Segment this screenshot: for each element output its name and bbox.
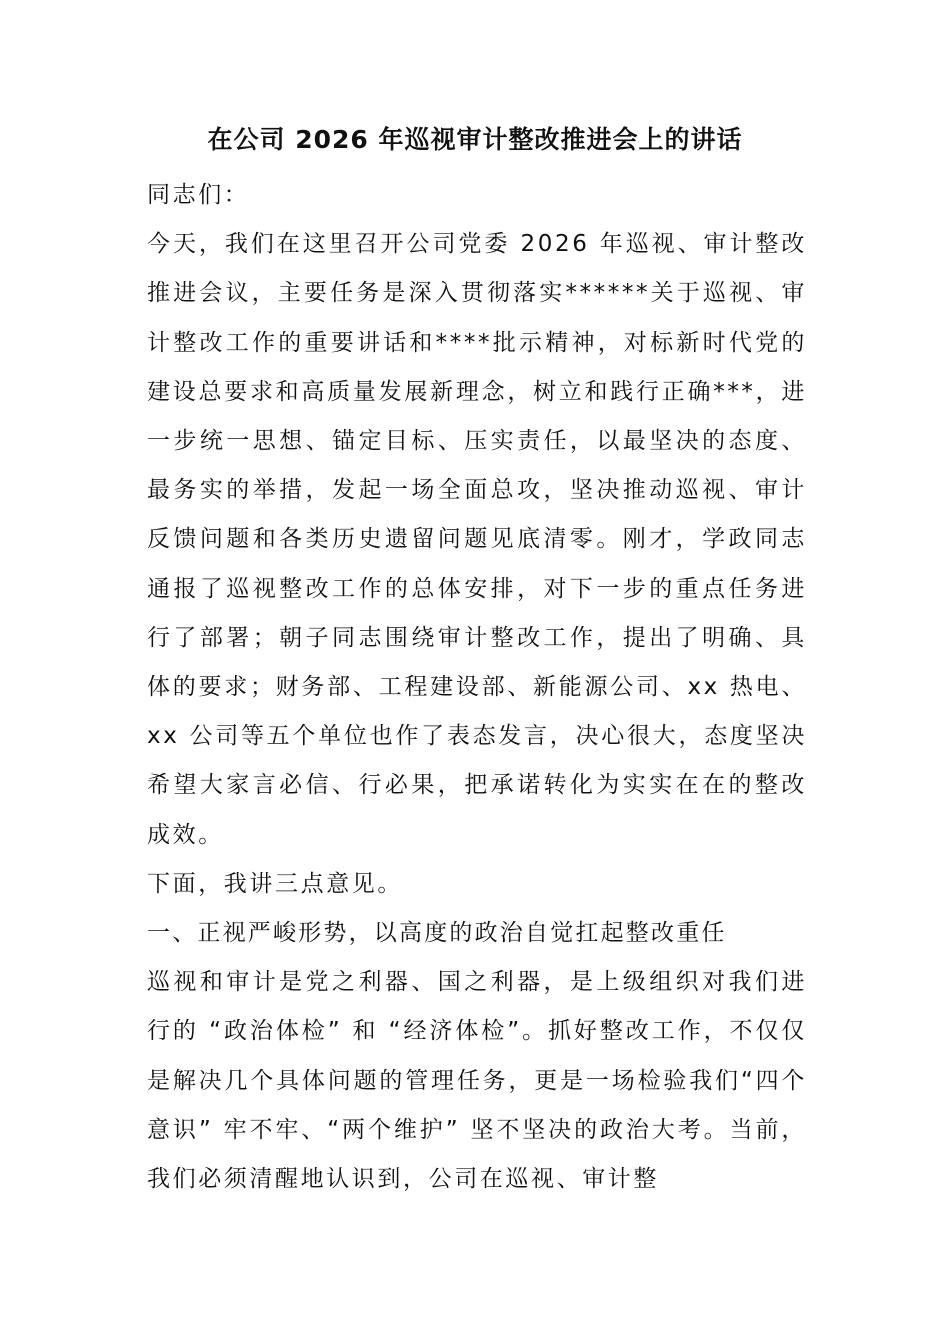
section-heading: 一、正视严峻形势，以高度的政治自觉扛起整改重任 (147, 920, 727, 947)
opening-paragraph: 今天，我们在这里召开公司党委 2026 年巡视、审计整改推进会议，主要任务是深入贯彻落实******关于巡视、审计整改工作的重要讲话和****批示精神，对标新时代党的建设总要求和高质量发展新理念，树立和践行正确***，进一步统一思想、锚定目标、压实责任，以最坚决的态度、最务实的举措，发起一场全面总攻，坚决推动巡视、审计反馈问题和各类历史遗留问题见底清零。刚才，学政同志通报了巡视整改工作的总体安排，对下一步的重点任务进行了部署；朝子同志围绕审计整改工作，提出了明确、具体的要求；财务部、工程建设部、新能源公司、xx 热电、xx 公司等五个单位也作了表态发言，决心很大，态度坚决希望大家言必信、行必果，把承诺转化为实实在在的整改成效。 (147, 231, 807, 848)
greeting-paragraph: 同志们： (147, 182, 250, 208)
transition-paragraph: 下面，我讲三点意见。 (147, 870, 403, 897)
document-title: 在公司 2026 年巡视审计整改推进会上的讲话 (207, 125, 743, 154)
section-paragraph: 巡视和审计是党之利器、国之利器，是上级组织对我们进行的 “政治体检” 和 “经济体检”。抓好整改工作，不仅仅是解决几个具体问题的管理任务，更是一场检验我们“四个意识” 牢不牢、“两个维护” 坚不坚决的政治大考。当前，我们必须清醒地认识到，公司在巡视、审计整 (147, 969, 807, 1193)
document-body (147, 171, 807, 1204)
